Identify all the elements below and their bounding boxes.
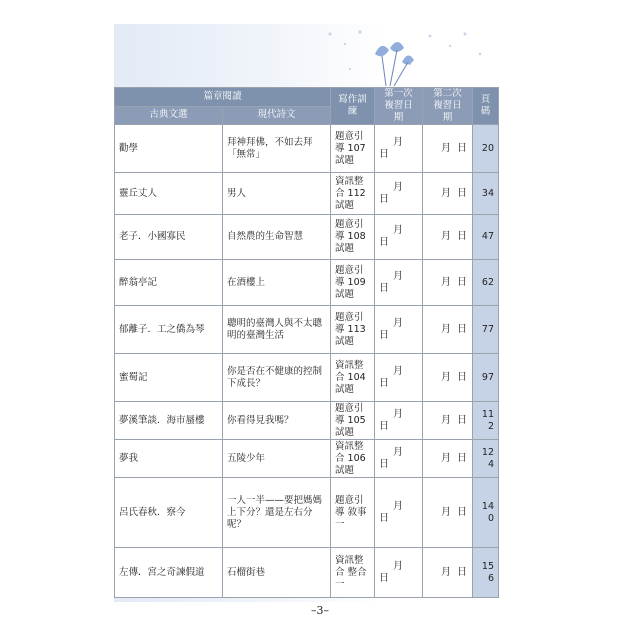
page-number-cell: 77	[473, 306, 499, 354]
modern-title: 你看得見我嗎？	[223, 402, 331, 440]
classic-title: 夢我	[115, 440, 223, 478]
day-label: 日	[379, 193, 390, 205]
page-number-cell: 140	[473, 478, 499, 548]
modern-title: 自然農的生命智慧	[223, 215, 331, 260]
month-label: 月	[393, 136, 404, 148]
review1-date	[375, 173, 423, 215]
table-row	[115, 306, 499, 354]
day-label: 日	[457, 506, 468, 518]
table-row	[115, 440, 499, 478]
writing-training: 題意引導 107 試題	[331, 125, 375, 173]
table-row	[115, 173, 499, 215]
header-modern: 現代詩文	[223, 106, 331, 125]
review1-date	[375, 440, 423, 478]
month-label: 月	[441, 566, 452, 578]
day-label: 日	[379, 329, 390, 341]
day-label: 日	[379, 237, 390, 248]
modern-title: 拜神拜佛，不如去拜「無常」	[223, 125, 331, 173]
day-label: 日	[457, 187, 468, 199]
header-writing: 寫作訓練	[331, 88, 375, 125]
writing-training: 資訊整合 106 試題	[331, 440, 375, 478]
writing-training: 題意引導 113 試題	[331, 306, 375, 354]
writing-training: 資訊整合 104 試題	[331, 354, 375, 402]
modern-title: 聰明的臺灣人與不太聰明的臺灣生活	[223, 306, 331, 354]
classic-title: 勸學	[115, 125, 223, 173]
month-label: 月	[441, 231, 452, 242]
header-review1: 第一次複習日期	[375, 88, 423, 125]
header-classic: 古典文選	[115, 106, 223, 125]
review1-date	[375, 478, 423, 548]
month-label: 月	[441, 414, 452, 426]
review1-date	[375, 402, 423, 440]
writing-training: 題意引導 108 試題	[331, 215, 375, 260]
table-row	[115, 548, 499, 598]
classic-title: 老子．小國寡民	[115, 215, 223, 260]
month-label: 月	[393, 365, 404, 377]
writing-training: 題意引導 敘事一	[331, 478, 375, 548]
table-of-contents	[114, 87, 499, 598]
classic-title: 蜜蜀記	[115, 354, 223, 402]
month-label: 月	[441, 142, 452, 154]
classic-title: 醉翁亭記	[115, 260, 223, 306]
review2-date	[423, 478, 473, 548]
page-number: –3–	[311, 604, 329, 617]
day-label: 日	[457, 276, 468, 288]
floral-decoration-icon	[290, 24, 498, 94]
table-row	[115, 402, 499, 440]
page-number-cell: 124	[473, 440, 499, 478]
day-label: 日	[379, 512, 390, 524]
table-row	[115, 478, 499, 548]
table-row	[115, 215, 499, 260]
classic-title: 靈丘丈人	[115, 173, 223, 215]
table-row	[115, 260, 499, 306]
modern-title: 石榴街巷	[223, 548, 331, 598]
classic-title: 郁離子．工之僑為琴	[115, 306, 223, 354]
month-label: 月	[393, 317, 404, 329]
month-label: 月	[393, 181, 404, 193]
header-review2: 第二次複習日期	[423, 88, 473, 125]
writing-training: 資訊整合 112 試題	[331, 173, 375, 215]
header-reading: 篇章閱讀	[115, 88, 331, 107]
classic-title: 呂氏春秋．察今	[115, 478, 223, 548]
header-page: 頁碼	[473, 88, 499, 125]
review2-date	[423, 125, 473, 173]
review2-date	[423, 354, 473, 402]
day-label: 日	[457, 371, 468, 383]
classic-title: 夢溪筆談．海市蜃樓	[115, 402, 223, 440]
day-label: 日	[457, 323, 468, 335]
page-number-cell: 47	[473, 215, 499, 260]
day-label: 日	[379, 458, 390, 470]
page-number-cell: 156	[473, 548, 499, 598]
page-number-cell: 62	[473, 260, 499, 306]
page-number-cell: 34	[473, 173, 499, 215]
month-label: 月	[441, 371, 452, 383]
writing-training: 題意引導 105 試題	[331, 402, 375, 440]
day-label: 日	[379, 148, 390, 160]
writing-training: 資訊整合 整合一	[331, 548, 375, 598]
review2-date	[423, 173, 473, 215]
day-label: 日	[457, 414, 468, 426]
writing-training: 題意引導 109 試題	[331, 260, 375, 306]
day-label: 日	[379, 420, 390, 432]
modern-title: 一人一半——要把媽媽上下分？還是左右分呢？	[223, 478, 331, 548]
day-label: 日	[379, 282, 390, 294]
day-label: 日	[379, 572, 390, 584]
day-label: 日	[379, 377, 390, 389]
month-label: 月	[441, 276, 452, 288]
review1-date	[375, 548, 423, 598]
day-label: 日	[457, 566, 468, 578]
review1-date	[375, 354, 423, 402]
review2-date	[423, 215, 473, 260]
page-number-cell: 20	[473, 125, 499, 173]
review2-date	[423, 548, 473, 598]
page-number-cell: 112	[473, 402, 499, 440]
month-label: 月	[441, 506, 452, 518]
month-label: 月	[441, 452, 452, 464]
modern-title: 男人	[223, 173, 331, 215]
review2-date	[423, 306, 473, 354]
month-label: 月	[393, 500, 404, 512]
review2-date	[423, 402, 473, 440]
review1-date	[375, 125, 423, 173]
review1-date	[375, 260, 423, 306]
review1-date	[375, 215, 423, 260]
month-label: 月	[393, 270, 404, 282]
modern-title: 你是否在不健康的控制下成長？	[223, 354, 331, 402]
day-label: 日	[457, 142, 468, 154]
classic-title: 左傳．宮之奇諫假道	[115, 548, 223, 598]
modern-title: 五陵少年	[223, 440, 331, 478]
month-label: 月	[393, 446, 404, 458]
month-label: 月	[441, 323, 452, 335]
review2-date	[423, 260, 473, 306]
review1-date	[375, 306, 423, 354]
month-label: 月	[393, 225, 404, 236]
month-label: 月	[393, 560, 404, 572]
month-label: 月	[393, 408, 404, 420]
page-number-cell: 97	[473, 354, 499, 402]
table-row	[115, 354, 499, 402]
modern-title: 在酒樓上	[223, 260, 331, 306]
day-label: 日	[457, 452, 468, 464]
day-label: 日	[457, 231, 468, 242]
review2-date	[423, 440, 473, 478]
month-label: 月	[441, 187, 452, 199]
table-row	[115, 125, 499, 173]
